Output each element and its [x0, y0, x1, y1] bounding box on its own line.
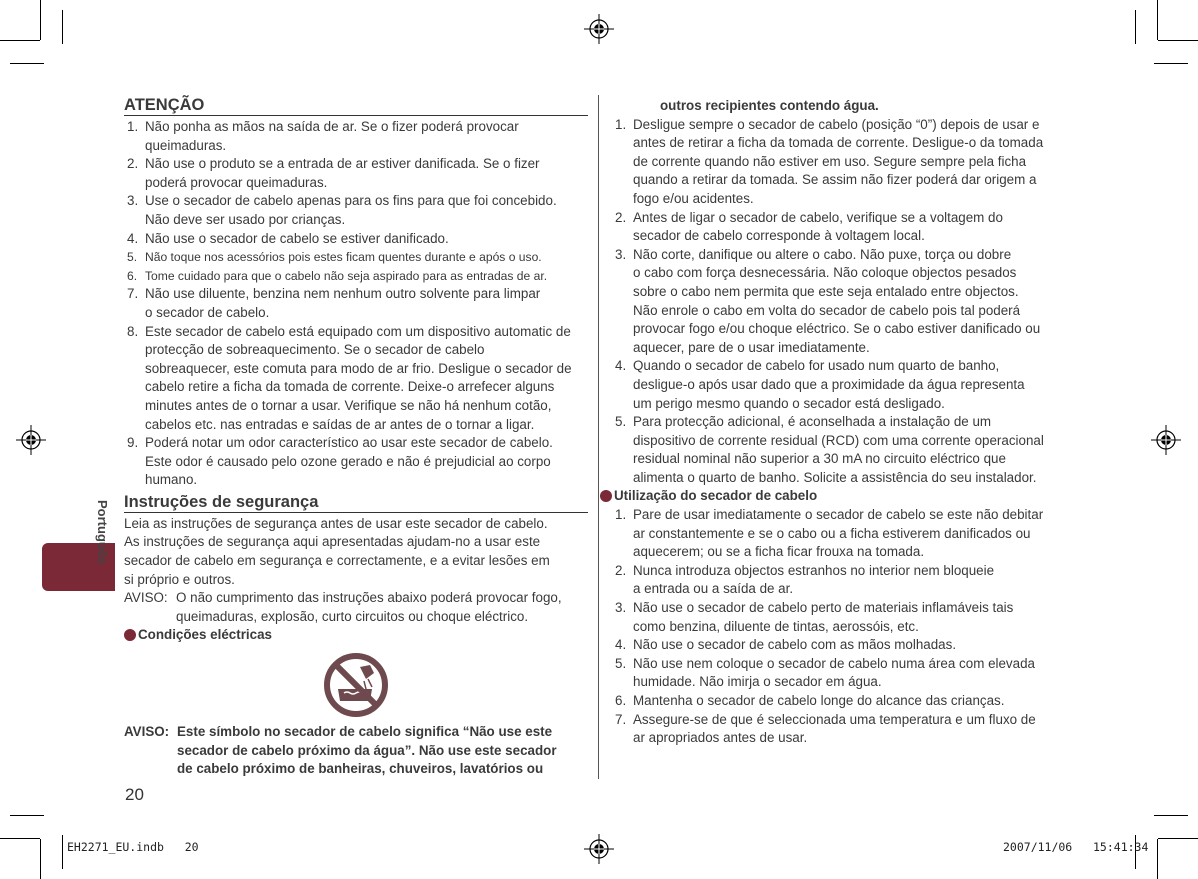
crop-mark	[10, 63, 44, 64]
list-item: 8. Este secador de cabelo está equipado com um dispositivo automatic de protecção de sobreaquecimento. Se o secador de cabelo sobreaquecer, este comuta para modo de ar frio. Desligue o secador de cabelo retire a ficha da tomada de corrente. Deixe-o arrefecer alguns minutes antes de o tornar a usar. Verifique se não há nenhum cotão, cabelos etc. nas entradas e saídas de ar antes de o tornar a ligar.	[127, 323, 572, 432]
attention-heading: ATENÇÃO	[124, 95, 588, 116]
crop-mark	[1157, 839, 1158, 879]
crop-mark	[0, 40, 40, 41]
list-item: 2. Não use o produto se a entrada de ar estiver danificada. Se o fizer poderá provocar queimaduras.	[127, 156, 540, 190]
usage-heading: Utilização do secador de cabelo	[600, 487, 1074, 506]
crop-mark	[40, 839, 41, 879]
list-item: 4. Não use o secador de cabelo com as mãos molhadas.	[615, 637, 957, 653]
list-item: 4. Quando o secador de cabelo for usado num quarto de banho, desligue-o após usar dado que a proximidade da água representa um perigo mesmo quando o secador está desligado.	[615, 358, 1025, 411]
no-water-use-icon	[324, 653, 388, 717]
left-column	[124, 95, 588, 779]
list-item: 1. Não ponha as mãos na saída de ar. Se o fizer poderá provocar queimaduras.	[127, 119, 519, 153]
crop-mark	[0, 838, 40, 839]
symbol-warning: AVISO: Este símbolo no secador de cabelo significa “Não use este secador de cabelo próximo da água”. Não use este secador de cabelo próximo de banheiras, chuveiros, lavatórios ou	[124, 724, 557, 777]
list-item: 6. Mantenha o secador de cabelo longe do alcance das crianças.	[615, 693, 1005, 708]
list-item: 7. Assegure-se de que é seleccionada uma temperatura e um fluxo de ar apropriados antes de usar.	[615, 711, 1036, 746]
list-item: 9. Poderá notar um odor característico ao usar este secador de cabelo. Este odor é causado pelo ozone gerado e não é prejudicial ao corpo humano.	[127, 435, 553, 488]
list-item: 1. Desligue sempre o secador de cabelo (posição “0”) depois de usar e antes de retirar a ficha da tomada de corrente. Desligue-o da tomada de corrente quando não estiver em uso. Segure sempre pela ficha quando a retirar da tomada. Se assim não fizer poderá dar origem a fogo e/ou acidentes.	[615, 116, 1044, 206]
crop-mark	[1154, 815, 1188, 816]
symbol-area	[124, 645, 588, 723]
list-item: 2. Nunca introduza objectos estranhos no interior nem bloqueie a entrada ou a saída de ar.	[615, 562, 995, 597]
crop-mark	[62, 835, 63, 869]
usage-list	[612, 506, 1074, 748]
continued-line: outros recipientes contendo água.	[660, 98, 879, 113]
list-item: 5. Não use nem coloque o secador de cabelo numa área com elevada humidade. Não imirja o secador em água.	[615, 655, 1035, 690]
list-item: 5. Não toque nos acessórios pois estes ficam quentes durante e após o uso.	[127, 250, 542, 265]
list-item: 1. Pare de usar imediatamente o secador de cabelo se este não debitar ar constantemente e se o cabo ou a ficha estiverem danificados ou aquecerem; ou se a ficha ficar frouxa na tomada.	[615, 507, 1044, 560]
crop-mark	[1135, 10, 1136, 44]
crop-mark	[1158, 838, 1198, 839]
list-item: 2. Antes de ligar o secador de cabelo, verifique se a voltagem do secador de cabelo corresponde à voltagem local.	[615, 209, 1003, 244]
crop-mark	[40, 0, 41, 40]
footer-file-info: EH2271_EU.indb 20	[67, 840, 199, 854]
crop-mark	[1158, 40, 1198, 41]
language-label: Português	[95, 500, 110, 565]
bullet-icon	[124, 629, 136, 641]
registration-mark-icon	[16, 425, 46, 455]
registration-mark-icon	[1151, 425, 1181, 455]
list-item: 4. Não use o secador de cabelo se estiver danificado.	[127, 230, 449, 246]
electrical-list	[612, 116, 1074, 488]
safety-intro: Leia as instruções de segurança antes de usar este secador de cabelo. As instruções de segurança aqui apresentadas ajudam-no a usar este secador de cabelo em segurança e correctamente, e a evitar lesões em si próprio e outros.	[124, 515, 550, 587]
crop-mark	[1157, 0, 1158, 40]
electrical-heading: Condições eléctricas	[124, 626, 588, 645]
right-column	[612, 97, 1074, 748]
list-item: 3. Use o secador de cabelo apenas para os fins para que foi concebido. Não deve ser usado por crianças.	[127, 193, 557, 227]
list-item: 3. Não corte, danifique ou altere o cabo. Não puxe, torça ou dobre o cabo com força desnecessária. Não coloque objectos pesados sobre o cabo nem permita que este seja entalado entre objectos. Não enrole o cabo em volta do secador de cabelo pois tal poderá provocar fogo e/ou choque eléctrico. Se o cabo estiver danificado ou aquecer, pare de o usar imediatamente.	[615, 246, 1041, 355]
page-number: 20	[125, 785, 144, 804]
attention-list	[124, 118, 588, 490]
crop-mark	[10, 815, 44, 816]
warning-note: AVISO: O não cumprimento das instruções abaixo poderá provocar fogo, queimaduras, explosão, curto circuitos ou choque eléctrico.	[124, 590, 562, 624]
registration-mark-icon	[584, 834, 614, 864]
list-item: 5. Para protecção adicional, é aconselhada a instalação de um dispositivo de corrente residual (RCD) com uma corrente operacional residual nominal não superior a 30 mA no circuito eléctrico que alimenta o quarto de banho. Solicite a assistência do seu instalador.	[615, 414, 1044, 485]
list-item: 7. Não use diluente, benzina nem nenhum outro solvente para limpar o secador de cabelo.	[127, 286, 541, 320]
registration-mark-icon	[584, 14, 614, 44]
crop-mark	[1154, 63, 1188, 64]
list-item: 6. Tome cuidado para que o cabelo não seja aspirado para as entradas de ar.	[127, 268, 548, 283]
column-divider	[598, 95, 599, 779]
crop-mark	[62, 10, 63, 44]
list-item: 3. Não use o secador de cabelo perto de materiais inflamáveis tais como benzina, diluente de tintas, aerossóis, etc.	[615, 600, 1014, 634]
bullet-icon	[600, 490, 612, 502]
footer-timestamp: 2007/11/06 15:41:34	[1003, 840, 1149, 854]
safety-heading: Instruções de segurança	[124, 492, 588, 513]
